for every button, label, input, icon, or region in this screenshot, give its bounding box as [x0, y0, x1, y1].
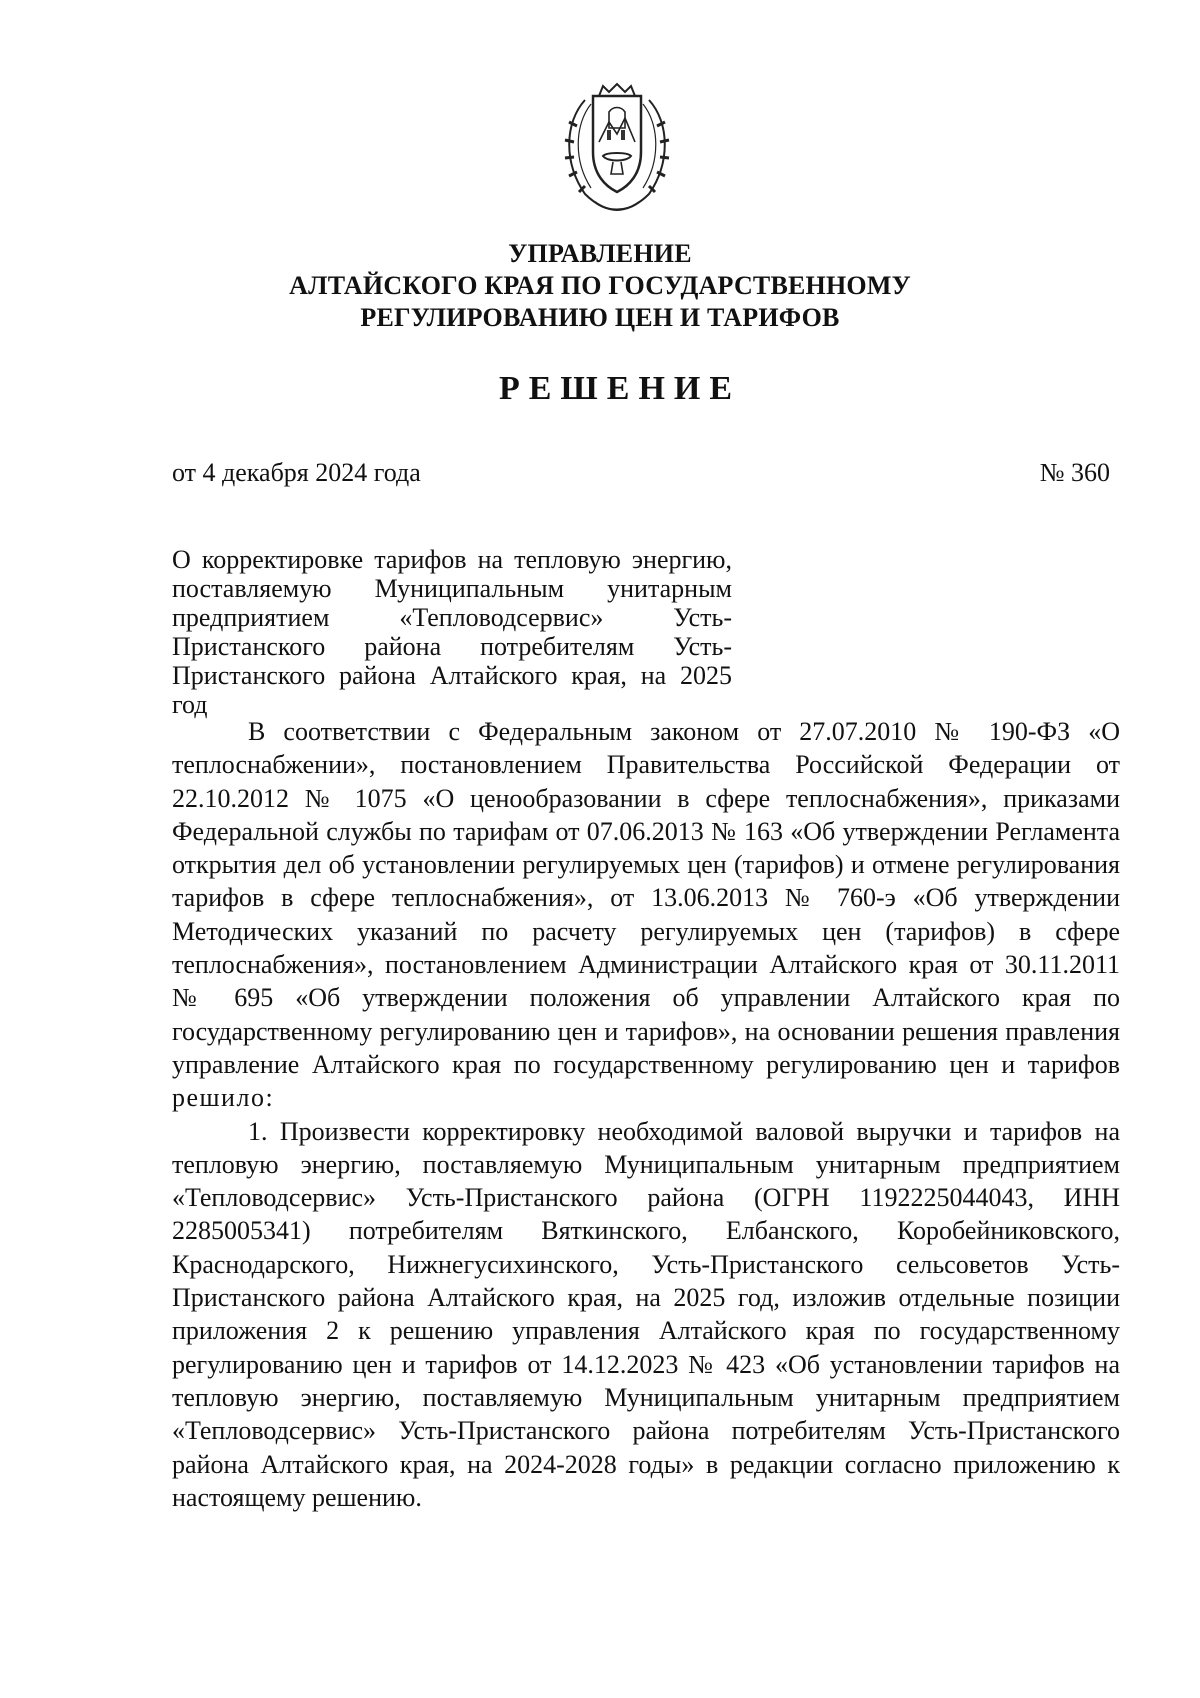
resolved-word: решило: [172, 1083, 275, 1113]
preamble-text: В соответствии с Федеральным законом от 27.07.2010 № 190-ФЗ «О теплоснабжении», постановлением Правительства Российской Федерации от 22.10.2012 № 1075 «О ценообразовании в сфере теплоснабжения», приказами Федеральной службы по тарифам от 07.06.2013 № 163 «Об утверждении Регламента открытия дел об установлении регулируемых цен (тарифов) и отмене регулирования тарифов в сфере теплоснабжения», от 13.06.2013 № 760-э «Об утверждении Методических указаний по расчету регулируемых цен (тарифов) в сфере теплоснабжения», постановлением Администрации Алтайского края от 30.11.2011 № 695 «Об утверждении положения об управлении Алтайского края по государственному регулированию цен и тарифов», на основании решения правления управление Алтайского края по государственному регулированию цен и тарифов [172, 717, 1120, 1079]
document-subject: О корректировке тарифов на тепловую энергию, поставляемую Муниципальным унитарным предприятием «Тепловодсервис» Усть-Пристанского района потребителям Усть-Пристанского района Алтайского края, на 2025 год [172, 545, 732, 719]
coat-of-arms-emblem [555, 82, 679, 214]
document-title: РЕШЕНИЕ [498, 370, 742, 407]
preamble-paragraph [172, 715, 1120, 1115]
document-date: от 4 декабря 2024 года [172, 458, 421, 487]
agency-line-2: АЛТАЙСКОГО КРАЯ ПО ГОСУДАРСТВЕННОМУ [289, 271, 911, 300]
agency-header [0, 238, 1200, 334]
document-number: № 360 [1039, 458, 1110, 487]
document-body [172, 715, 1120, 1514]
agency-line-3: РЕГУЛИРОВАНИЮ ЦЕН И ТАРИФОВ [360, 303, 840, 332]
agency-line-1: УПРАВЛЕНИЕ [508, 239, 692, 268]
item-1-paragraph: 1. Произвести корректировку необходимой валовой выручки и тарифов на тепловую энергию, поставляемую Муниципальным унитарным предприятием «Тепловодсервис» Усть-Пристанского района (ОГРН 1192225044043, ИНН 2285005341) потребителям Вяткинского, Елбанского, Коробейниковского, Краснодарского, Нижнегусихинского, Усть-Пристанского сельсоветов Усть-Пристанского района Алтайского края, на 2025 год, изложив отдельные позиции приложения 2 к решению управления Алтайского края по государственному регулированию цен и тарифов от 14.12.2023 № 423 «Об установлении тарифов на тепловую энергию, поставляемую Муниципальным унитарным предприятием «Тепловодсервис» Усть-Пристанского района потребителям Усть-Пристанского района Алтайского края, на 2024-2028 годы» в редакции согласно приложению к настоящему решению. [172, 1116, 1120, 1512]
